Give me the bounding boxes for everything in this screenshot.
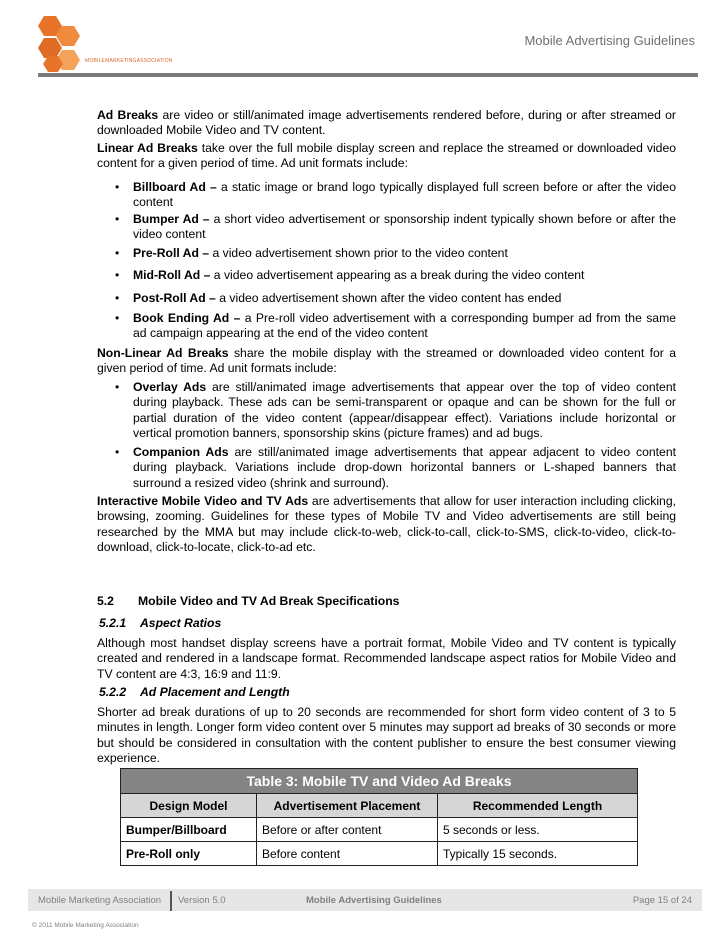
bullet-icon: • bbox=[115, 291, 120, 305]
bullet-icon: • bbox=[115, 445, 120, 459]
list-item: Post-Roll Ad – a video advertisement shown after the video content has ended bbox=[133, 291, 562, 305]
subsection-title: Aspect Ratios bbox=[140, 616, 222, 630]
bullet-icon: • bbox=[115, 180, 120, 194]
table-cell: Before content bbox=[257, 842, 438, 866]
table-cell: 5 seconds or less. bbox=[438, 818, 638, 842]
paragraph-interactive: Interactive Mobile Video and TV Ads are advertisements that allow for user interaction including clicking, browsing, zooming. Guidelines for these types of Mobile TV and Video advertisements are still being researched by the MMA but may include click-to-web, click-to-call, click-to-SMS, click-to-video, click-to-download, click-to-locate, click-to-ad etc. bbox=[97, 494, 676, 555]
table-caption: Table 3: Mobile TV and Video Ad Breaks bbox=[121, 769, 638, 794]
list-item: Overlay Ads are still/animated image advertisements that appear over the top of video content during playback. These ads can be semi-transparent or opaque and can be shown for the full or partial duration of the video content (appear/disappear effect). Variations include horizontal or vertical promotion banners, sponsorship skins (picture frames) and ad bugs. bbox=[133, 380, 676, 441]
paragraph-ad-placement: Shorter ad break durations of up to 20 seconds are recommended for short form video content of 3 to 5 minutes in length. Longer form video content over 5 minutes may support ad breaks of 30 seconds or more but should be considered in consultation with the content publisher to ensure the best consumer viewing experience. bbox=[97, 705, 676, 766]
table-header: Recommended Length bbox=[438, 794, 638, 818]
table-cell: Typically 15 seconds. bbox=[438, 842, 638, 866]
subsection-number: 5.2.1 bbox=[99, 616, 127, 630]
table-row bbox=[121, 818, 638, 842]
table-cell: Bumper/Billboard bbox=[121, 818, 257, 842]
footer-version: Version 5.0 bbox=[178, 895, 226, 906]
list-item: Pre-Roll Ad – a video advertisement shown prior to the video content bbox=[133, 246, 508, 260]
bullet-icon: • bbox=[115, 246, 120, 260]
list-item: Mid-Roll Ad – a video advertisement appearing as a break during the video content bbox=[133, 268, 585, 282]
footer-doc-title: Mobile Advertising Guidelines bbox=[306, 895, 442, 906]
footer-divider bbox=[170, 891, 172, 911]
list-item: Companion Ads are still/animated image advertisements that appear adjacent to video content during playback. Variations include drop-down horizontal banners or L-shaped banners that surround a resized video (shrink and surround). bbox=[133, 445, 676, 490]
table-header: Design Model bbox=[121, 794, 257, 818]
table-row bbox=[121, 842, 638, 866]
list-item: Book Ending Ad – a Pre-roll video advertisement with a corresponding bumper ad from the same ad campaign appearing at the end of the video content bbox=[133, 311, 676, 341]
footer-copyright: © 2011 Mobile Marketing Association bbox=[32, 922, 139, 929]
bullet-icon: • bbox=[115, 212, 120, 226]
list-item: Bumper Ad – a short video advertisement or sponsorship indent typically shown before or after the video content bbox=[133, 212, 676, 242]
subsection-number: 5.2.2 bbox=[99, 685, 127, 699]
paragraph-linear: Linear Ad Breaks take over the full mobile display screen and replace the streamed or downloaded video content for a given period of time. Ad unit formats include: bbox=[97, 141, 676, 171]
paragraph-ad-breaks: Ad Breaks are video or still/animated image advertisements rendered before, during or after streamed or downloaded Mobile Video and TV content. bbox=[97, 108, 676, 138]
ad-breaks-table bbox=[120, 768, 638, 866]
page-footer bbox=[28, 889, 702, 911]
table-cell: Pre-Roll only bbox=[121, 842, 257, 866]
list-item: Billboard Ad – a static image or brand logo typically displayed full screen before or after the video content bbox=[133, 180, 676, 210]
bullet-icon: • bbox=[115, 268, 120, 282]
section-number: 5.2 bbox=[97, 594, 114, 608]
logo-wordmark: MOBILEMARKETINGASSOCIATION bbox=[85, 58, 173, 64]
mma-logo-icon bbox=[36, 14, 86, 76]
footer-org: Mobile Marketing Association bbox=[38, 895, 162, 906]
bullet-icon: • bbox=[115, 380, 120, 394]
table-header: Advertisement Placement bbox=[257, 794, 438, 818]
subsection-title: Ad Placement and Length bbox=[140, 685, 290, 699]
paragraph-non-linear: Non-Linear Ad Breaks share the mobile display with the streamed or downloaded video content for a given period of time. Ad unit formats include: bbox=[97, 346, 676, 376]
bullet-icon: • bbox=[115, 311, 120, 325]
header-rule bbox=[38, 73, 698, 77]
paragraph-aspect-ratios: Although most handset display screens have a portrait format, Mobile Video and TV content is typically created and rendered in a landscape format. Recommended landscape aspect ratios for Mobile Video and TV content are 4:3, 16:9 and 11:9. bbox=[97, 636, 676, 681]
footer-page-number: Page 15 of 24 bbox=[632, 895, 692, 906]
section-title: Mobile Video and TV Ad Break Specifications bbox=[138, 594, 400, 608]
table-cell: Before or after content bbox=[257, 818, 438, 842]
header-title: Mobile Advertising Guidelines bbox=[524, 33, 695, 48]
